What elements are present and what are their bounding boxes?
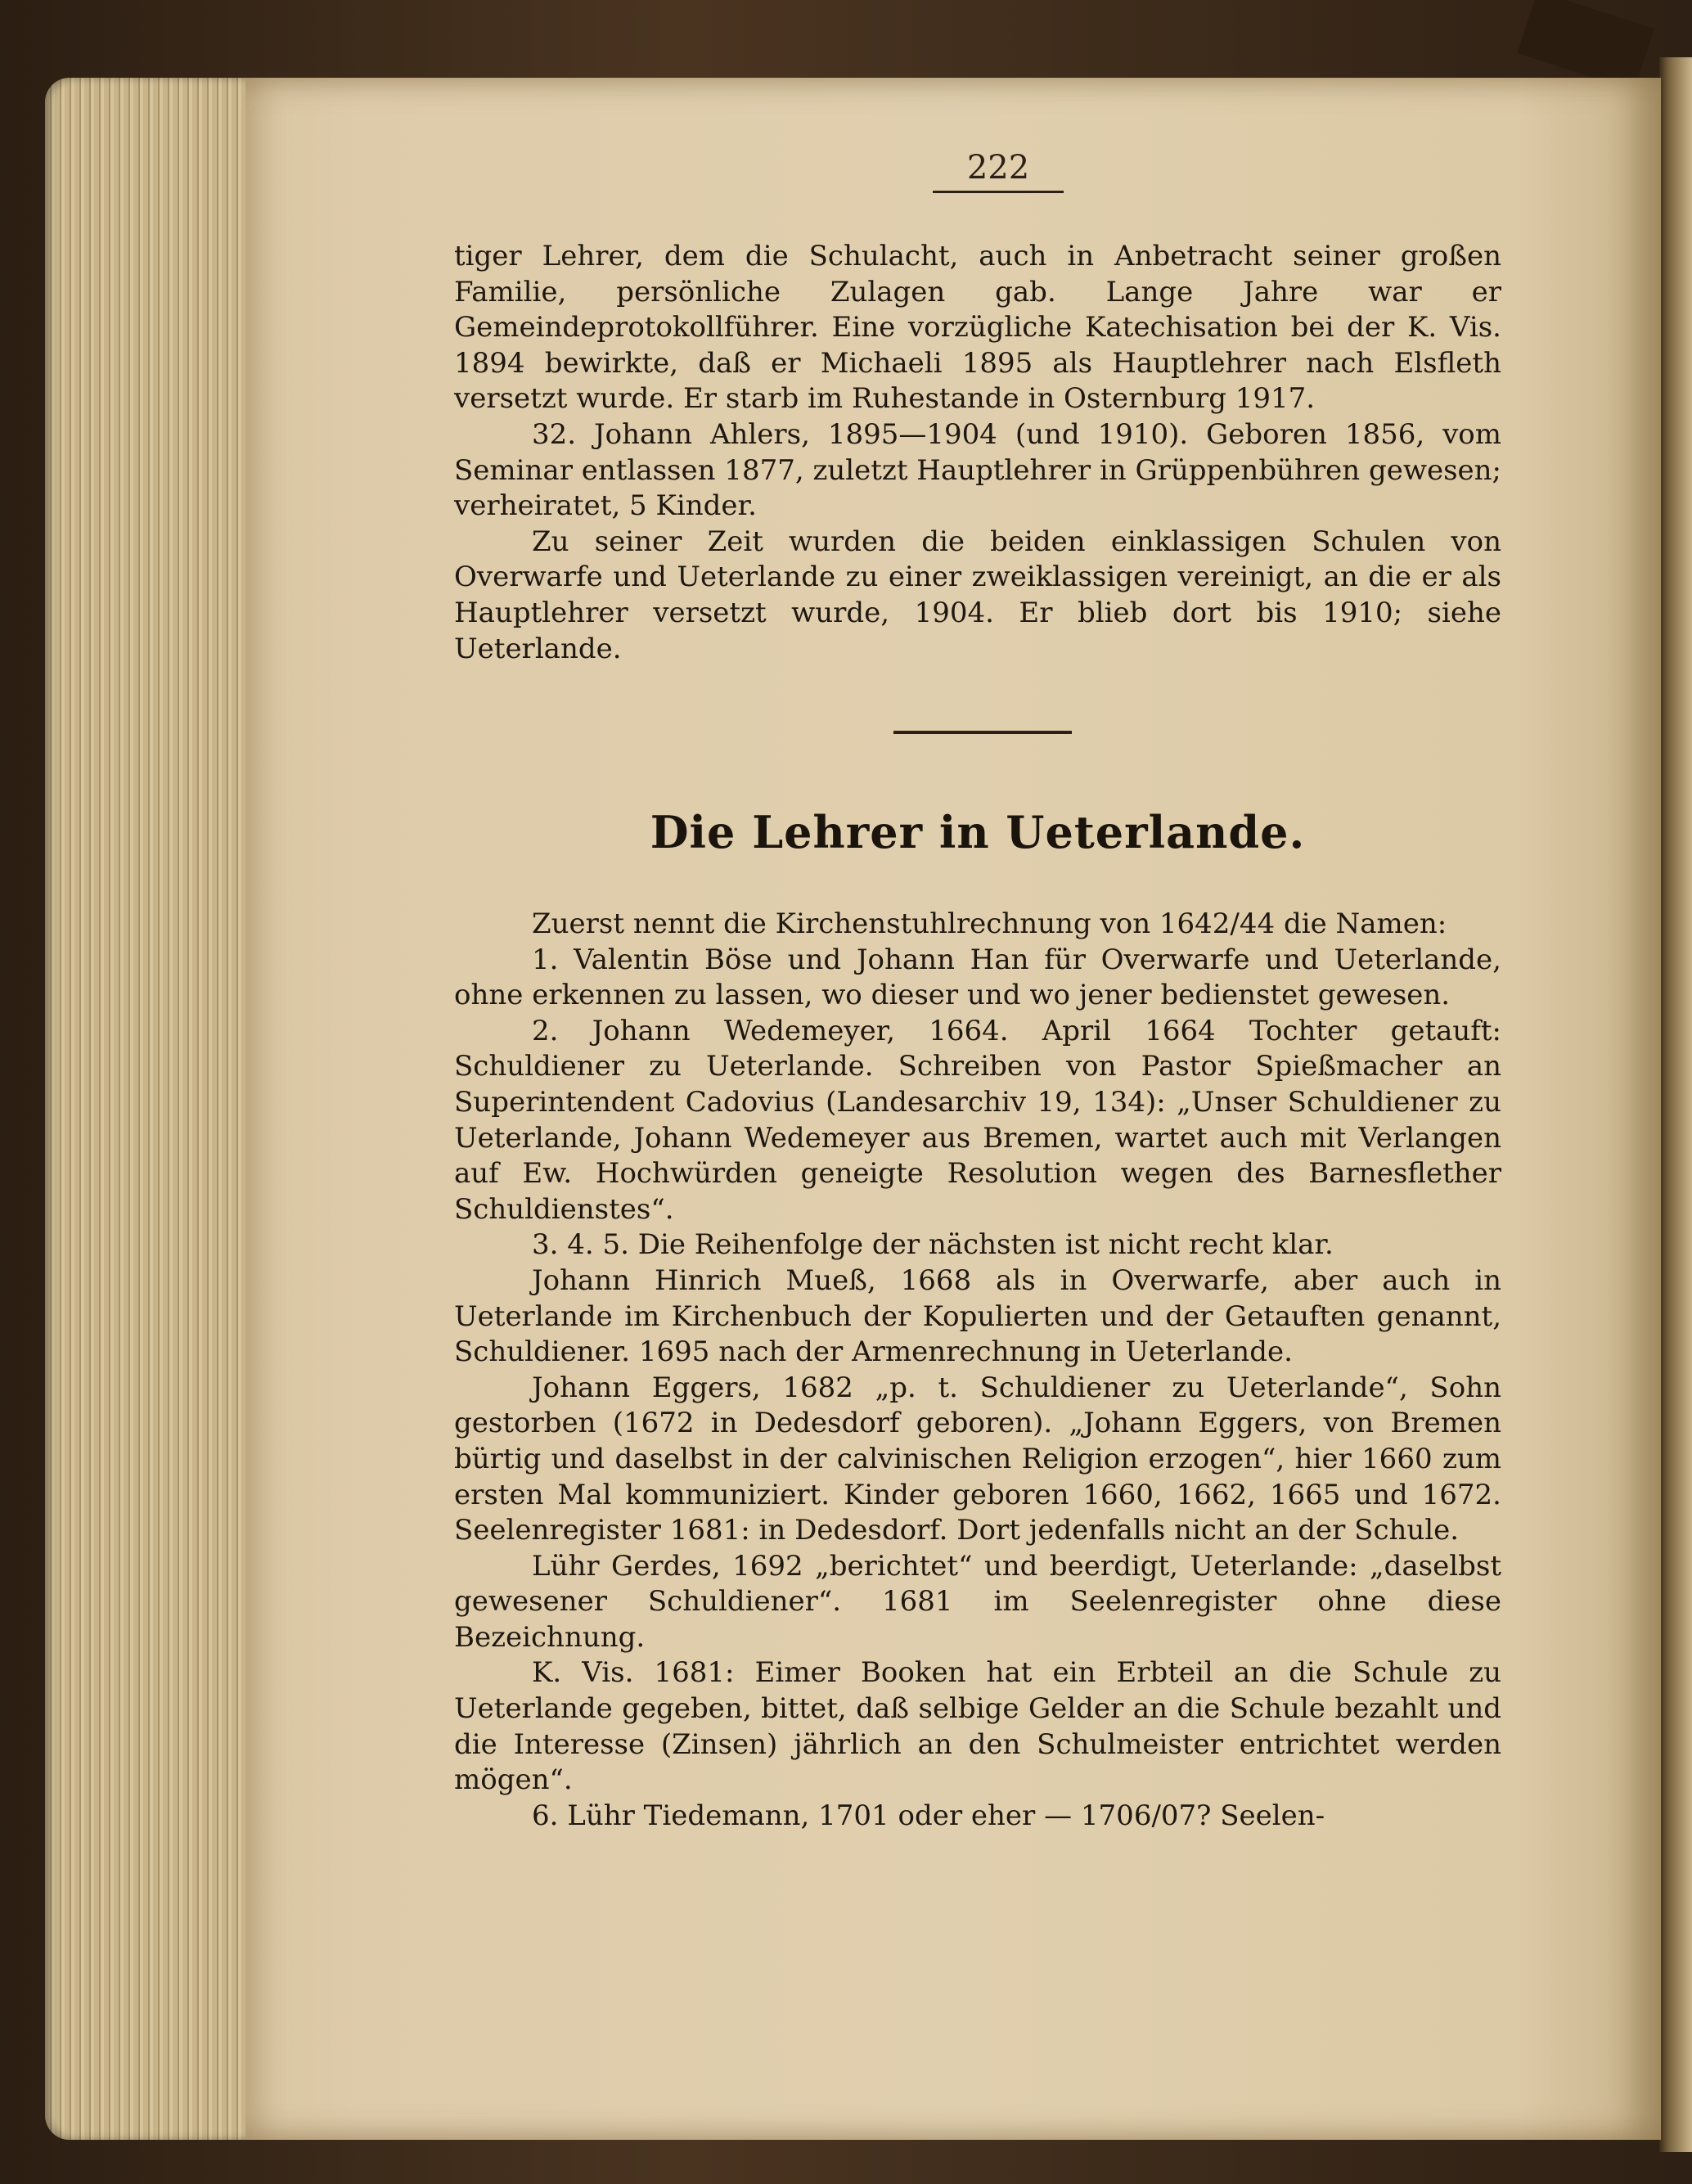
next-page-edge <box>1659 57 1692 2152</box>
paragraph: Johann Hinrich Mueß, 1668 als in Overwarfe, aber auch in Ueterlande im Kirchenbuch der Kopulierten und der Getauften genannt, Schuldiener. 1695 nach der Armenrechnung in Ueterlande. <box>454 1263 1501 1369</box>
paragraph: Zuerst nennt die Kirchenstuhlrechnung von 1642/44 die Namen: <box>532 907 1447 940</box>
paragraph: 1. Valentin Böse und Johann Han für Overwarfe und Ueterlande, ohne erkennen zu lassen, wo dieser und wo jener bedienstet gewesen. <box>454 943 1501 1012</box>
paragraph: 32. Johann Ahlers, 1895—1904 (und 1910). Geboren 1856, vom Seminar entlassen 1877, zuletzt Hauptlehrer in Grüppenbühren gewesen; verheiratet, 5 Kinder. <box>454 417 1501 523</box>
paragraph: Lühr Gerdes, 1692 „berichtet“ und beerdigt, Ueterlande: „daselbst gewesener Schuldiener“. 1681 im Seelenregister ohne diese Bezeichnung. <box>454 1549 1501 1654</box>
paragraph: 2. Johann Wedemeyer, 1664. April 1664 Tochter getauft: Schuldiener zu Ueterlande. Schreiben von Pastor Spießmacher an Superintendent Cadovius (Landesarchiv 19, 134): „Unser Schuldiener zu Ueterlande, Johann Wedemeyer aus Bremen, wartet auch mit Verlangen auf Ew. Hochwürden geneigte Resolution wegen des Barnesflether Schuldienstes“. <box>454 1014 1501 1226</box>
section-separator <box>893 731 1072 734</box>
page-number: 222 <box>933 151 1064 193</box>
main-text-block <box>454 907 1501 1834</box>
section-heading: Die Lehrer in Ueterlande. <box>650 806 1306 858</box>
paragraph: 3. 4. 5. Die Reihenfolge der nächsten ist nicht recht klar. <box>532 1228 1334 1262</box>
paragraph: 6. Lühr Tiedemann, 1701 oder eher — 1706/07? Seelen- <box>532 1799 1325 1832</box>
paragraph: Zu seiner Zeit wurden die beiden einklassigen Schulen von Overwarfe und Ueterlande zu einer zweiklassigen vereinigt, an die er als Hauptlehrer versetzt wurde, 1904. Er blieb dort bis 1910; siehe Ueterlande. <box>454 525 1501 665</box>
paragraph: K. Vis. 1681: Eimer Booken hat ein Erbteil an die Schule zu Ueterlande gegeben, bittet, daß selbige Gelder an die Schule bezahlt und die Interesse (Zinsen) jährlich an den Schulmeister entrichtet werden mögen“. <box>454 1656 1501 1797</box>
book-page-edges <box>45 78 258 2140</box>
top-text-block <box>454 239 1501 667</box>
paragraph: tiger Lehrer, dem die Schulacht, auch in Anbetracht seiner großen Familie, persönliche Zulagen gab. Lange Jahre war er Gemeindeprotokollführer. Eine vorzügliche Katechisation bei der K. Vis. 1894 bewirkte, daß er Michaeli 1895 als Hauptlehrer nach Elsfleth versetzt wurde. Er starb im Ruhestande in Osternburg 1917. <box>454 240 1501 416</box>
paragraph: Johann Eggers, 1682 „p. t. Schuldiener zu Ueterlande“, Sohn gestorben (1672 in Dedesdorf geboren). „Johann Eggers, von Bremen bürtig und daselbst in der calvinischen Religion erzogen“, hier 1660 zum ersten Mal kommuniziert. Kinder geboren 1660, 1662, 1665 und 1672. Seelenregister 1681: in Dedesdorf. Dort jedenfalls nicht an der Schule. <box>454 1371 1501 1547</box>
